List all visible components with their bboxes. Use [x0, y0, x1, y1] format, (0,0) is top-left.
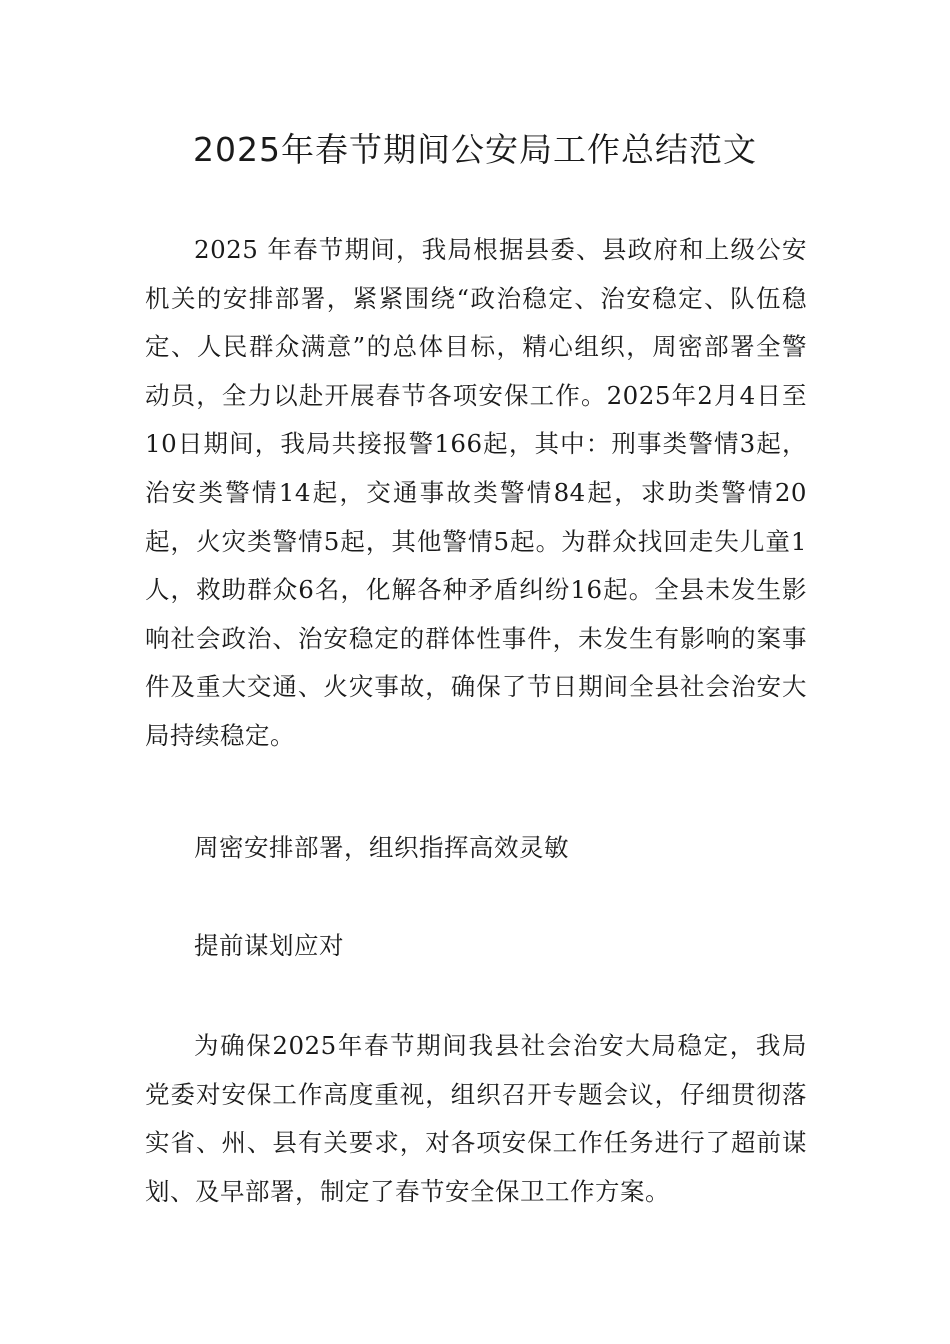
summary-paragraph: 2025 年春节期间，我局根据县委、县政府和上级公安机关的安排部署，紧紧围绕“政治稳定、治安稳定、队伍稳定、人民群众满意”的总体目标，精心组织，周密部署全警动员，全力以赴开展春节各项安保工作。2025年2月4日至10日期间，我局共接报警166起，其中：刑事类警情3起，治安类警情14起，交通事故类警情84起，求助类警情20起，火灾类警情5起，其他警情5起。为群众找回走失儿童1人，救助群众6名，化解各种矛盾纠纷16起。全县未发生影响社会政治、治安稳定的群体性事件，未发生有影响的案事件及重大交通、火灾事故，确保了节日期间全县社会治安大局持续稳定。	[145, 235, 807, 750]
document-title: 2025年春节期间公安局工作总结范文	[193, 130, 757, 169]
section-heading-deployment: 周密安排部署，组织指挥高效灵敏	[194, 833, 569, 862]
subsection-heading-planning: 提前谋划应对	[194, 931, 344, 960]
planning-paragraph: 为确保2025年春节期间我县社会治安大局稳定，我局党委对安保工作高度重视，组织召开专题会议，仔细贯彻落实省、州、县有关要求，对各项安保工作任务进行了超前谋划、及早部署，制定了春节安全保卫工作方案。	[145, 1031, 807, 1206]
